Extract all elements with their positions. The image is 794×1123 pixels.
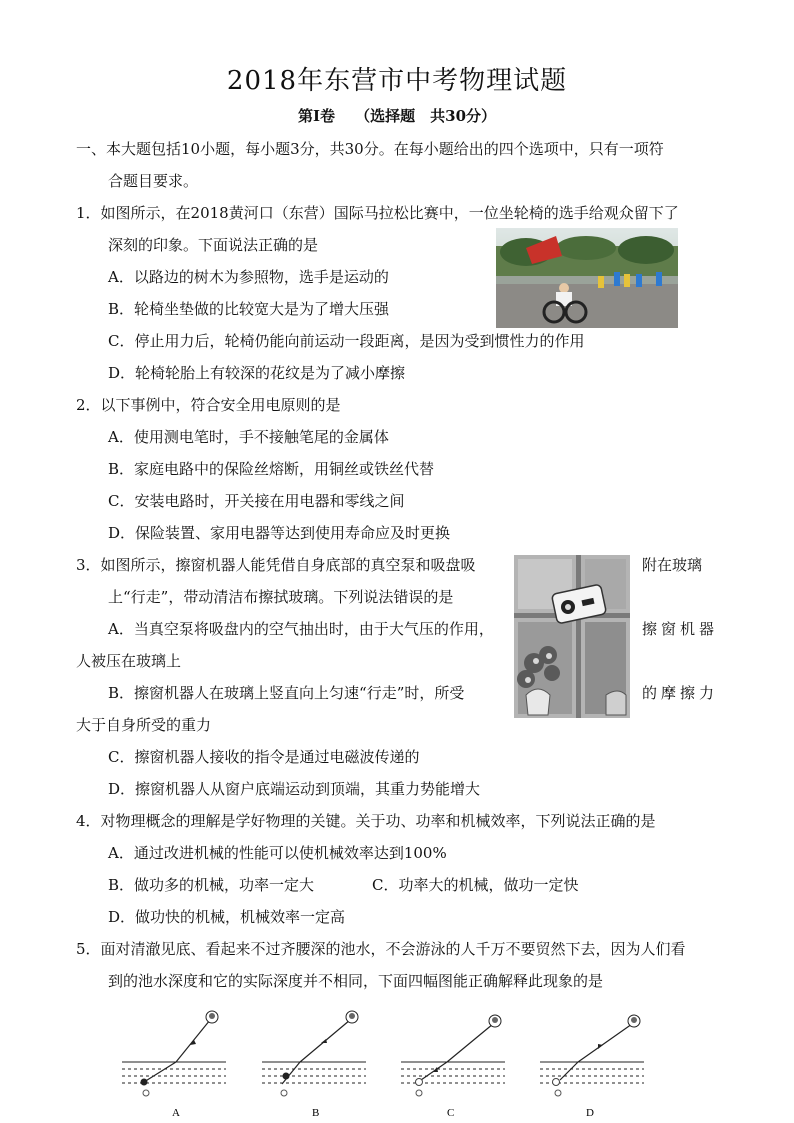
diagram-label-b: B	[312, 1107, 320, 1119]
q3-option-b-left: B．擦窗机器人在玻璃上竖直向上匀速“行走”时，所受	[108, 684, 465, 702]
diagram-label-c: C	[447, 1107, 455, 1119]
q2-option-a: A．使用测电笔时，手不接触笔尾的金属体	[108, 428, 389, 446]
q3-stem-line2: 上“行走”，带动清洁布擦拭玻璃。下列说法错误的是	[108, 588, 454, 606]
q5-stem-line2: 到的池水深度和它的实际深度并不相同，下面四幅图能正确解释此现象的是	[108, 972, 604, 990]
diagram-label-d: D	[586, 1107, 594, 1119]
section-instructions-line1: 一、本大题包括10小题，每小题3分，共30分。在每小题给出的四个选项中，只有一项符	[76, 140, 664, 158]
diagram-label-a: A	[172, 1107, 180, 1119]
q3-stem-line1-left: 3．如图所示，擦窗机器人能凭借自身底部的真空泵和吸盘吸	[76, 556, 476, 574]
marathon-wheelchair-photo	[496, 228, 678, 328]
q4-option-a: A．通过改进机械的性能可以使机械效率达到100%	[108, 844, 447, 862]
page-title: 2018年东营市中考物理试题	[226, 66, 568, 96]
q3-option-a-left: A．当真空泵将吸盘内的空气抽出时，由于大气压的作用，	[108, 620, 494, 638]
q2-option-d: D．保险装置、家用电器等达到使用寿命应及时更换	[108, 524, 451, 542]
refraction-diagram-c	[397, 1006, 509, 1120]
q3-option-b-cont: 大于自身所受的重力	[76, 716, 212, 734]
q2-option-b: B．家庭电路中的保险丝熔断，用铜丝或铁丝代替	[108, 460, 435, 478]
section-instructions-line2: 合题目要求。	[108, 172, 199, 190]
q3-stem-line1-right: 附在玻璃	[642, 556, 703, 574]
q5-stem-line1: 5．面对清澈见底、看起来不过齐腰深的池水，不会游泳的人千万不要贸然下去，因为人们看	[76, 940, 686, 958]
q4-option-c: C．功率大的机械，做功一定快	[372, 876, 579, 894]
q1-stem-line2: 深刻的印象。下面说法正确的是	[108, 236, 319, 254]
q1-option-c: C．停止用力后，轮椅仍能向前运动一段距离，是因为受到惯性力的作用	[108, 332, 585, 350]
q4-option-d: D．做功快的机械，机械效率一定高	[108, 908, 346, 926]
q1-option-a: A．以路边的树木为参照物，选手是运动的	[108, 268, 389, 286]
q1-option-b: B．轮椅坐垫做的比较宽大是为了增大压强	[108, 300, 390, 318]
q1-stem-line1: 1．如图所示，在2018黄河口（东营）国际马拉松比赛中，一位坐轮椅的选手给观众留下了	[76, 204, 679, 222]
refraction-diagram-a	[118, 1006, 230, 1120]
q3-option-d: D．擦窗机器人从窗户底端运动到顶端，其重力势能增大	[108, 780, 481, 798]
q4-stem: 4．对物理概念的理解是学好物理的关键。关于功、功率和机械效率，下列说法正确的是	[76, 812, 656, 830]
q1-option-d: D．轮椅轮胎上有较深的花纹是为了减小摩擦	[108, 364, 406, 382]
q4-option-b: B．做功多的机械，功率一定大	[108, 876, 315, 894]
page-subtitle: 第Ⅰ卷 （选择题 共30分）	[297, 107, 497, 125]
q2-stem: 2．以下事例中，符合安全用电原则的是	[76, 396, 341, 414]
q2-option-c: C．安装电路时，开关接在用电器和零线之间	[108, 492, 405, 510]
q3-option-c: C．擦窗机器人接收的指令是通过电磁波传递的	[108, 748, 420, 766]
q3-option-a-cont: 人被压在玻璃上	[76, 652, 182, 670]
q3-option-a-right: 擦窗机器	[642, 620, 719, 638]
q3-option-b-right: 的摩擦力	[642, 684, 719, 702]
refraction-diagram-d	[536, 1006, 648, 1120]
window-robot-photo	[514, 555, 630, 718]
refraction-diagram-b	[258, 1006, 370, 1120]
